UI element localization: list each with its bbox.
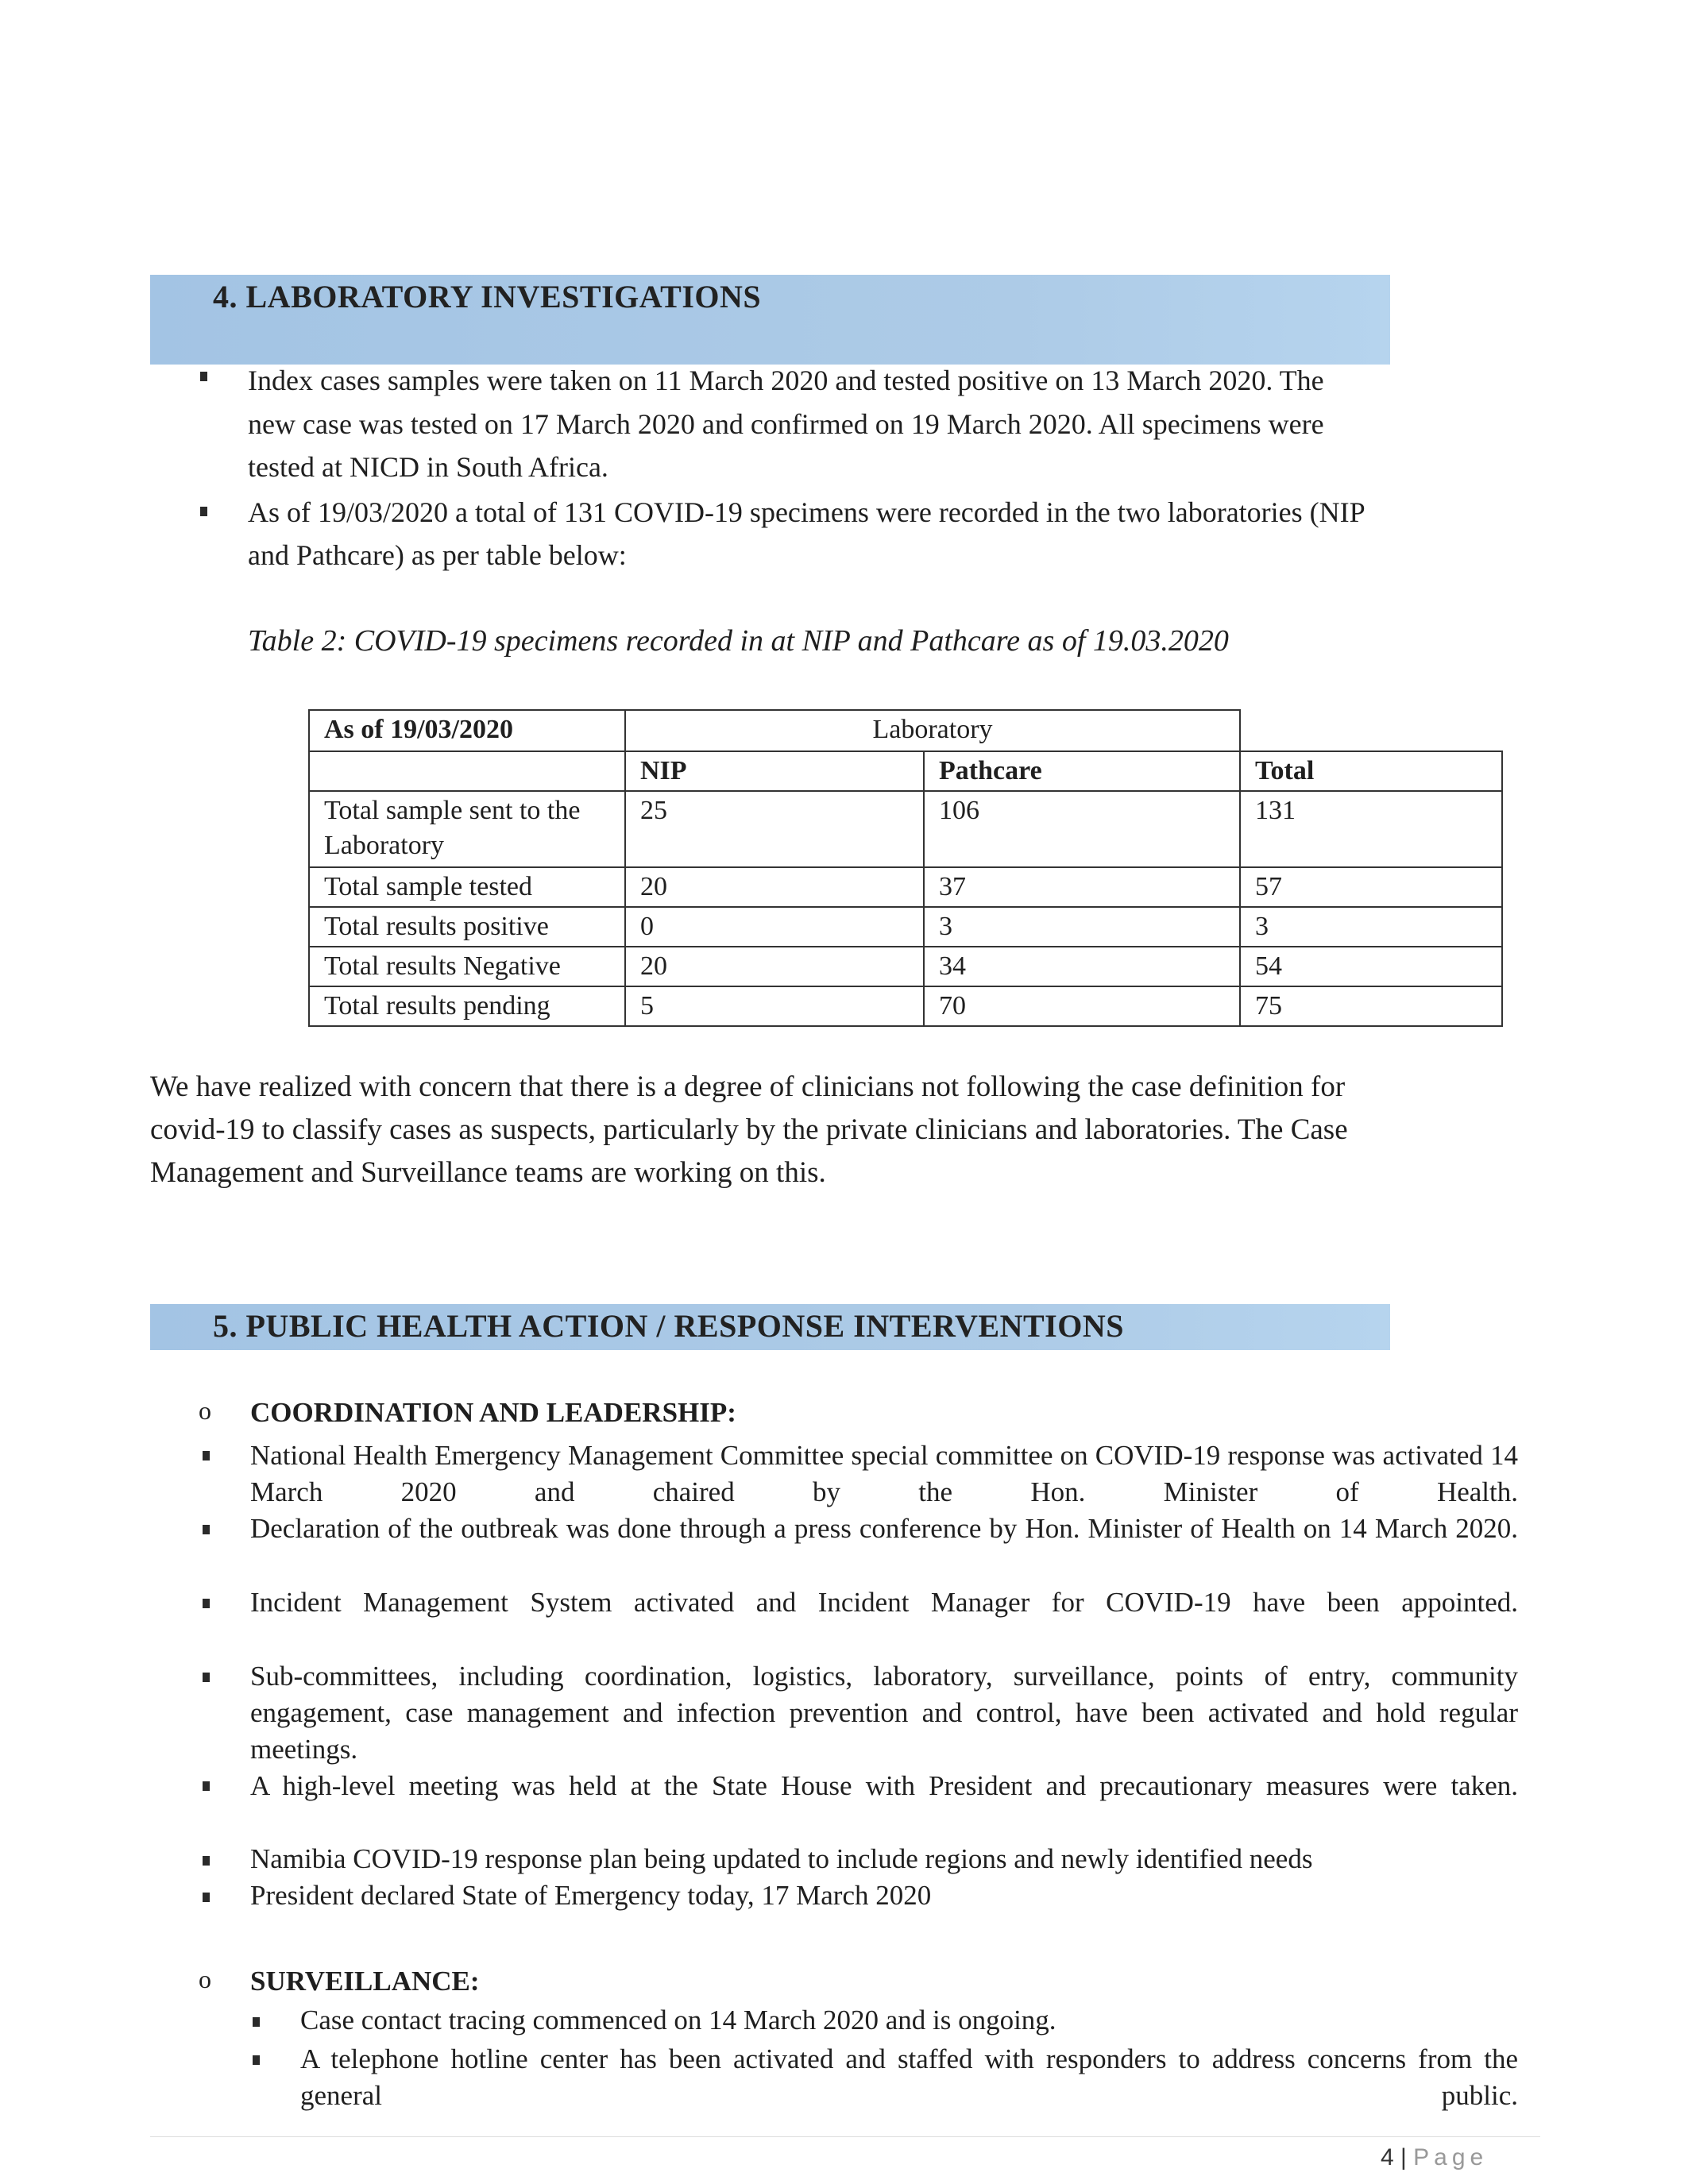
column-header: Total [1240, 751, 1502, 791]
table-row [309, 791, 1502, 867]
row-label: Total results pending [309, 986, 625, 1026]
table-row [309, 947, 1502, 986]
coordination-bullet: President declared State of Emergency today, 17 March 2020 [250, 1880, 932, 1911]
table-header-row [309, 710, 1502, 751]
square-bullet-icon [253, 2017, 260, 2027]
bullet-line: new case was tested on 17 March 2020 and confirmed on 19 March 2020. All specimens were [248, 408, 1324, 440]
column-header: NIP [625, 751, 924, 791]
cell-value: 54 [1240, 947, 1502, 986]
row-label: Total sample sent to the Laboratory [309, 791, 625, 867]
section-4-heading: 4. LABORATORY INVESTIGATIONS [213, 279, 762, 314]
square-bullet-icon [203, 1451, 210, 1461]
square-bullet-icon [203, 1599, 210, 1608]
row-label: Total results positive [309, 907, 625, 947]
square-bullet-icon [203, 1673, 210, 1682]
page-footer [1381, 2144, 1488, 2171]
coordination-bullet: Sub-committees, including coordination, logistics, laboratory, surveillance, points of entry, community engagement, case management and infection prevention and control, have been activated and hold regular meetings. [250, 1661, 1518, 1765]
cell-value: 25 [625, 791, 924, 867]
footer-divider [150, 2136, 1540, 2137]
square-bullet-icon [253, 2055, 260, 2065]
cell-value: 106 [924, 791, 1240, 867]
table-caption: Table 2: COVID-19 specimens recorded in at NIP and Pathcare as of 19.03.2020 [248, 624, 1229, 658]
circle-bullet-icon: o [199, 1965, 211, 1993]
coordination-bullet: A high-level meeting was held at the State House with President and precautionary measures were taken. [250, 1770, 1518, 1801]
square-bullet-icon [203, 1781, 210, 1791]
footer-separator: | [1400, 2144, 1407, 2170]
cell-value: 37 [924, 867, 1240, 907]
paragraph-line: Management and Surveillance teams are working on this. [150, 1156, 826, 1189]
cell-value: 34 [924, 947, 1240, 986]
cell-value: 5 [625, 986, 924, 1026]
cell-value: 57 [1240, 867, 1502, 907]
bullet-line: As of 19/03/2020 a total of 131 COVID-19 specimens were recorded in the two laboratories (NIP [248, 496, 1365, 528]
table-group-header: Laboratory [625, 710, 1240, 751]
table-subheader-row [309, 751, 1502, 791]
bullet-line: Index cases samples were taken on 11 March 2020 and tested positive on 13 March 2020. The [248, 365, 1324, 396]
cell-value: 131 [1240, 791, 1502, 867]
coordination-bullet: Declaration of the outbreak was done through a press conference by Hon. Minister of Health on 14 March 2020. [250, 1513, 1518, 1544]
square-bullet-icon [203, 1893, 210, 1902]
column-header: Pathcare [924, 751, 1240, 791]
row-label: Total results Negative [309, 947, 625, 986]
page-number: 4 [1381, 2144, 1394, 2170]
table-row [309, 907, 1502, 947]
table-row [309, 867, 1502, 907]
table-row [309, 986, 1502, 1026]
square-bullet-icon [200, 372, 207, 381]
surveillance-title: SURVEILLANCE: [250, 1966, 480, 1997]
bullet-line: tested at NICD in South Africa. [248, 451, 608, 483]
circle-bullet-icon: o [199, 1396, 211, 1425]
cell-value: 3 [924, 907, 1240, 947]
table-corner-label: As of 19/03/2020 [309, 710, 625, 751]
square-bullet-icon [200, 507, 207, 516]
cell-value: 75 [1240, 986, 1502, 1026]
cell-value: 20 [625, 867, 924, 907]
cell-value: 70 [924, 986, 1240, 1026]
bullet-line: and Pathcare) as per table below: [248, 539, 627, 571]
row-label: Total sample tested [309, 867, 625, 907]
specimens-table [308, 709, 1503, 1027]
surveillance-bullet: Case contact tracing commenced on 14 March 2020 and is ongoing. [300, 2005, 1056, 2035]
section-5-heading: 5. PUBLIC HEALTH ACTION / RESPONSE INTERVENTIONS [213, 1308, 1124, 1344]
coordination-title: COORDINATION AND LEADERSHIP: [250, 1397, 736, 1428]
page-label: Page [1413, 2144, 1489, 2170]
coordination-bullet: Namibia COVID-19 response plan being updated to include regions and newly identified needs [250, 1843, 1313, 1874]
coordination-bullet: Incident Management System activated and Incident Manager for COVID-19 have been appointed. [250, 1587, 1518, 1618]
surveillance-bullet: A telephone hotline center has been activated and staffed with responders to address concerns from the general public. [300, 2043, 1518, 2111]
square-bullet-icon [203, 1856, 210, 1866]
coordination-bullet: National Health Emergency Management Committee special committee on COVID-19 response was activated 14 March 2020 and chaired by the Hon. Minister of Health. [250, 1440, 1518, 1507]
cell-value: 20 [625, 947, 924, 986]
cell-value: 0 [625, 907, 924, 947]
square-bullet-icon [203, 1525, 210, 1534]
paragraph-line: We have realized with concern that there is a degree of clinicians not following the case definition for [150, 1071, 1346, 1103]
paragraph-line: covid-19 to classify cases as suspects, particularly by the private clinicians and laboratories. The Case [150, 1113, 1348, 1146]
cell-value: 3 [1240, 907, 1502, 947]
